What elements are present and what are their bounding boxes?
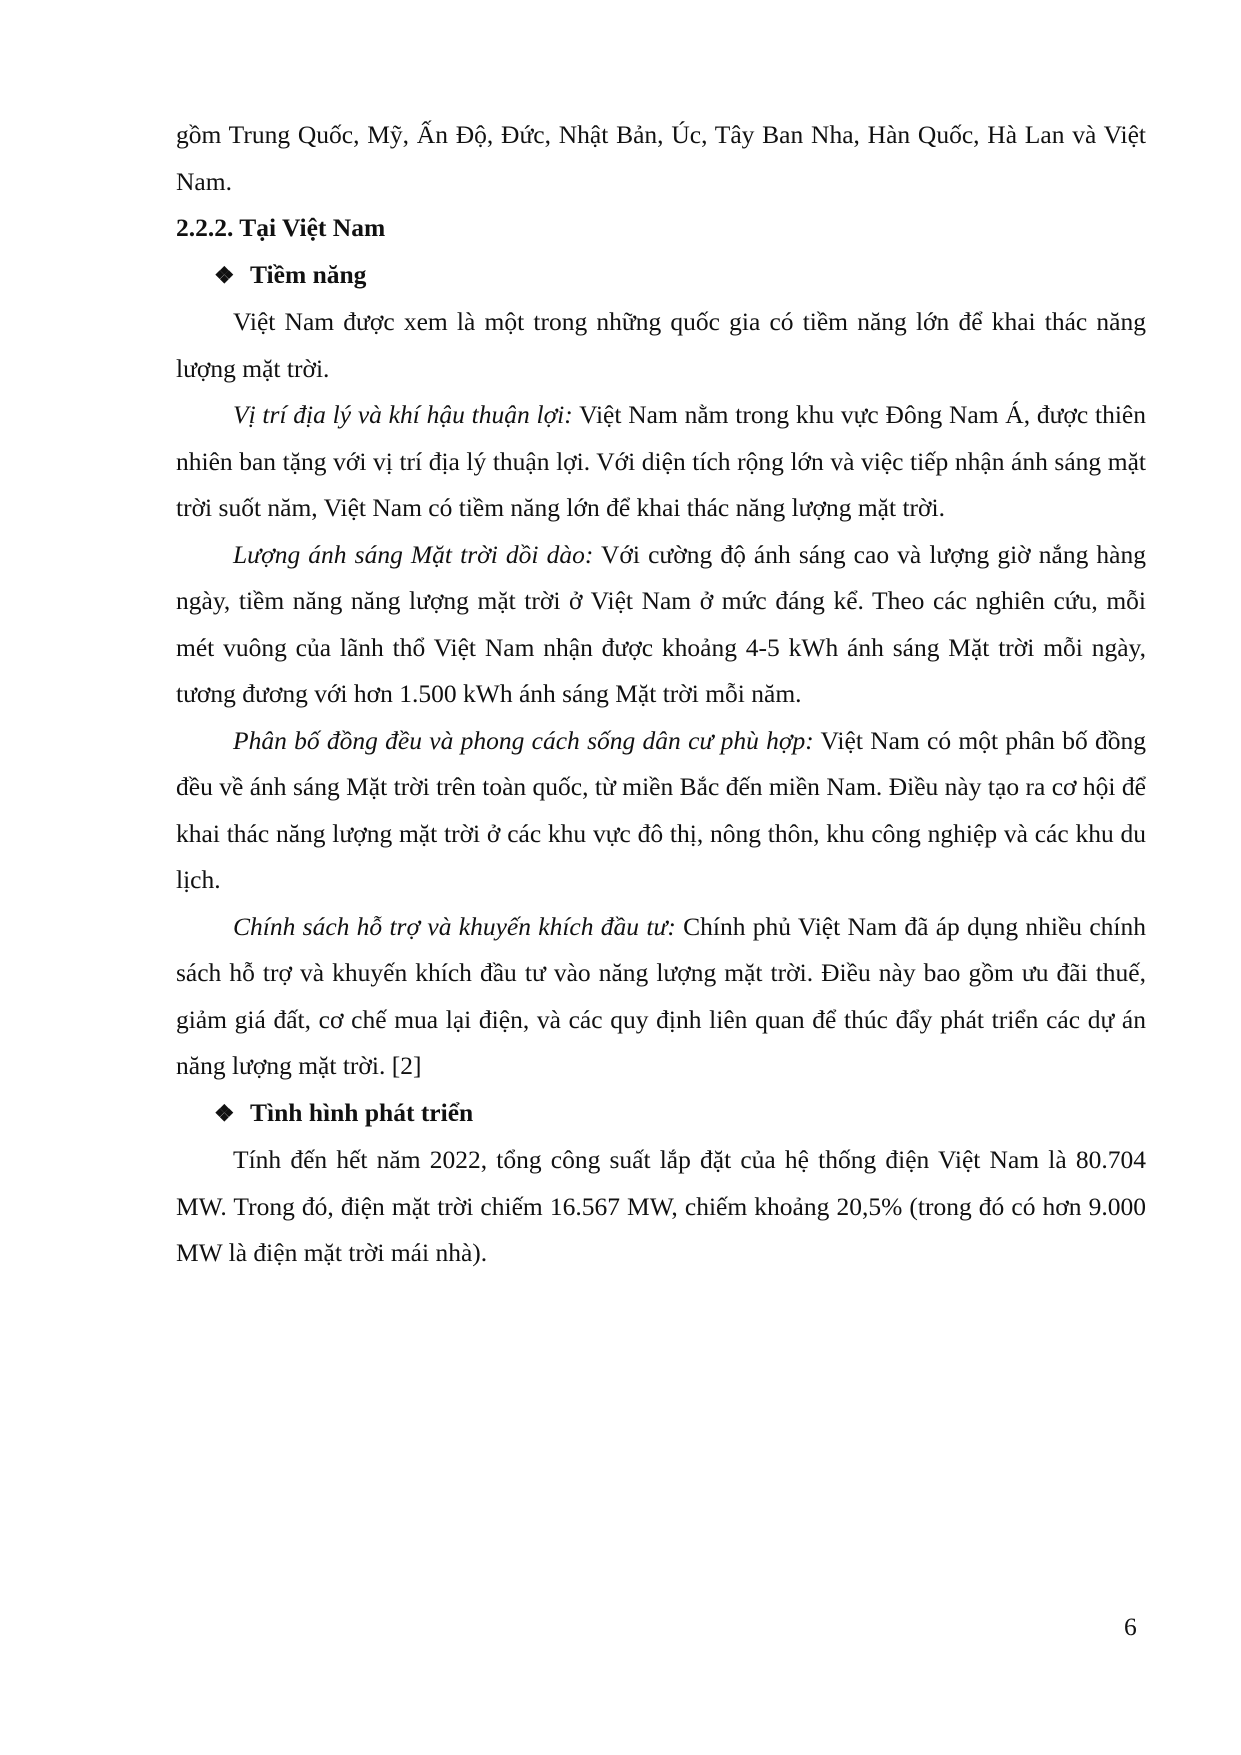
paragraph-development: Tính đến hết năm 2022, tổng công suất lắp đặt của hệ thống điện Việt Nam là 80.704 MW. Trong đó, điện mặt trời chiếm 16.567 MW, chiếm khoảng 20,5% (trong đó có hơn 9.000 MW là điện mặt trời mái nhà). bbox=[176, 1145, 1146, 1267]
paragraph-text: Chính phủ Việt Nam đã áp dụng nhiều chính sách hỗ trợ và khuyến khích đầu tư vào năng lượng mặt trời. Điều này bao gồm ưu đãi thuế, giảm giá đất, cơ chế mua lại điện, và các quy định liên quan để thúc đẩy phát triển các dự án năng lượng mặt trời. [2] bbox=[176, 911, 1146, 1080]
subsection-heading-development bbox=[176, 1090, 1146, 1138]
subsection-title: Tình hình phát triển bbox=[250, 1097, 474, 1127]
section-heading: 2.2.2. Tại Việt Nam bbox=[176, 213, 386, 242]
paragraph-lead: Vị trí địa lý và khí hậu thuận lợi: bbox=[233, 400, 573, 429]
paragraph-text: Việt Nam được xem là một trong những quốc gia có tiềm năng lớn để khai thác năng lượng mặt trời. bbox=[176, 307, 1146, 383]
paragraph-sunlight bbox=[176, 532, 1146, 718]
paragraph-lead: Phân bố đồng đều và phong cách sống dân cư phù hợp: bbox=[233, 725, 814, 755]
paragraph-lead: Lượng ánh sáng Mặt trời dồi dào: bbox=[233, 539, 594, 569]
intro-paragraph: gồm Trung Quốc, Mỹ, Ấn Độ, Đức, Nhật Bản, Úc, Tây Ban Nha, Hàn Quốc, Hà Lan và Việt Nam. bbox=[176, 120, 1146, 196]
page-number: 6 bbox=[1124, 1612, 1137, 1641]
subsection-title: Tiềm năng bbox=[250, 259, 367, 289]
paragraph-text: Với cường độ ánh sáng cao và lượng giờ nắng hàng ngày, tiềm năng năng lượng mặt trời ở Việt Nam ở mức đáng kể. Theo các nghiên cứu, mỗi mét vuông của lãnh thổ Việt Nam nhận được khoảng 4-5 kWh ánh sáng Mặt trời mỗi ngày, tương đương với hơn 1.500 kWh ánh sáng Mặt trời mỗi năm. bbox=[176, 539, 1146, 708]
diamond-bullet-icon: ❖ bbox=[214, 262, 235, 288]
subsection-heading-potential bbox=[176, 252, 1146, 300]
page-content bbox=[176, 112, 1146, 1277]
paragraph-lead: Chính sách hỗ trợ và khuyến khích đầu tư: bbox=[233, 911, 676, 941]
paragraph-policy bbox=[176, 904, 1146, 1090]
diamond-bullet-icon: ❖ bbox=[214, 1100, 235, 1126]
paragraph-geography bbox=[176, 392, 1146, 532]
paragraph-potential-intro bbox=[176, 299, 1146, 392]
paragraph-text: Việt Nam có một phân bố đồng đều về ánh sáng Mặt trời trên toàn quốc, từ miền Bắc đến miền Nam. Điều này tạo ra cơ hội để khai thác năng lượng mặt trời ở các khu vực đô thị, nông thôn, khu công nghiệp và các khu du lịch. bbox=[176, 725, 1146, 894]
paragraph-distribution bbox=[176, 718, 1146, 904]
paragraph-text: Việt Nam nằm trong khu vực Đông Nam Á, được thiên nhiên ban tặng với vị trí địa lý thuận lợi. Với diện tích rộng lớn và việc tiếp nhận ánh sáng mặt trời suốt năm, Việt Nam có tiềm năng lớn để khai thác năng lượng mặt trời. bbox=[176, 400, 1147, 522]
